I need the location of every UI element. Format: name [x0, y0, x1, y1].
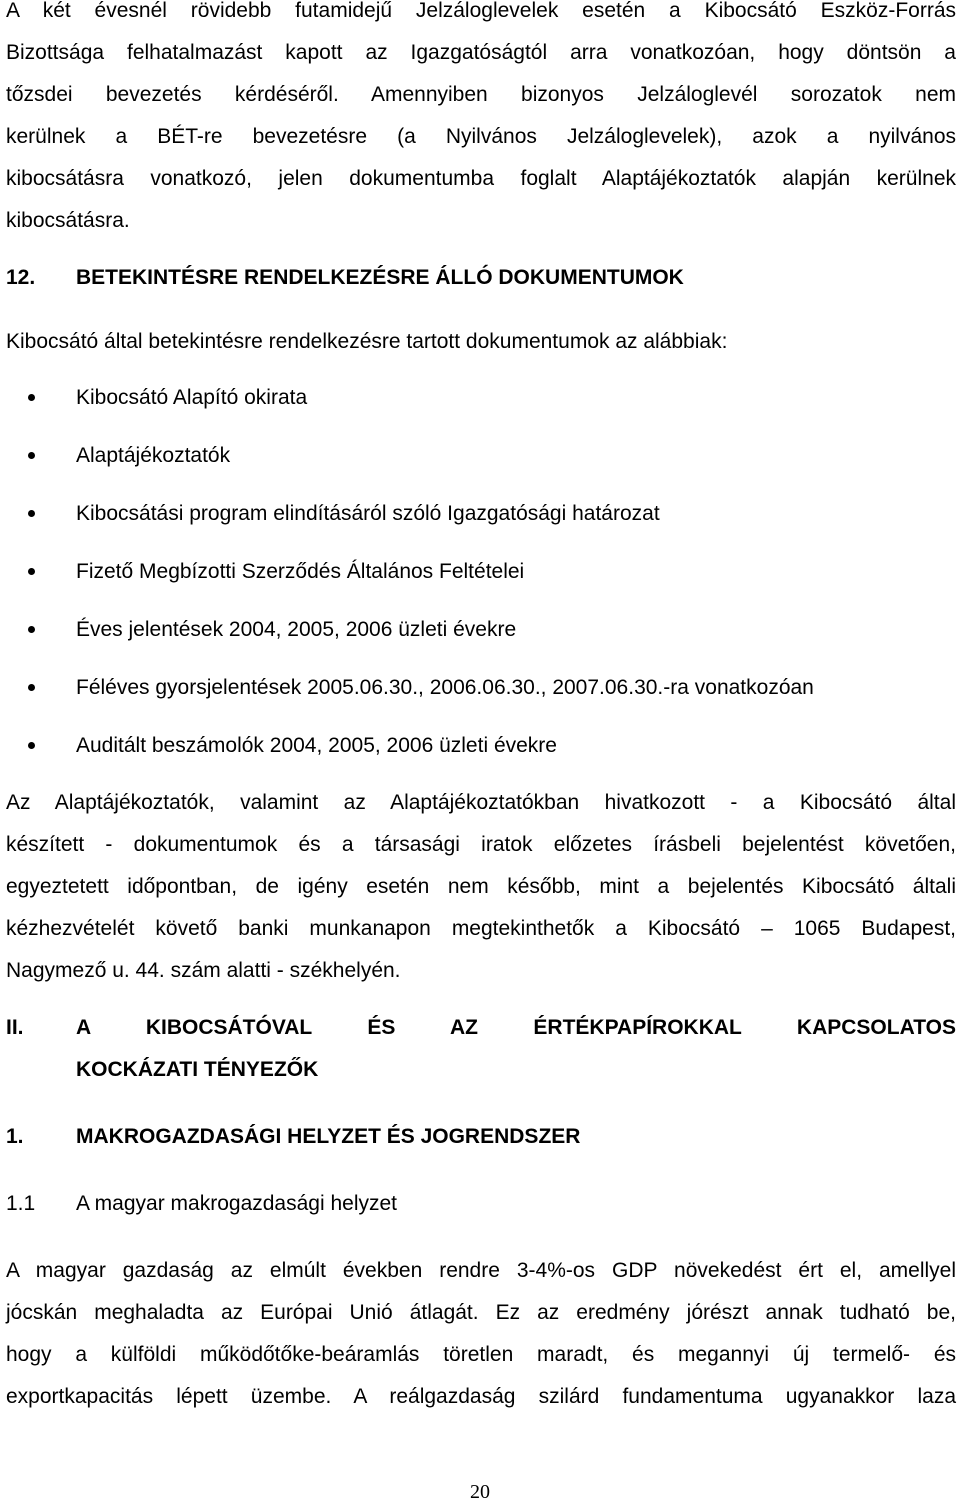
bullet-icon	[28, 626, 35, 633]
subsection-1-1-paragraph	[6, 1250, 956, 1418]
section-number: 12.	[6, 266, 36, 289]
bullet-icon	[28, 452, 35, 459]
paragraph-line: tőzsdei bevezetés kérdéséről. Amennyiben bizonyos Jelzáloglevél sorozatok nem	[6, 83, 956, 106]
page-number: 20	[470, 1481, 490, 1503]
section-number: 1.	[6, 1125, 24, 1148]
intro-paragraph	[6, 0, 956, 242]
section-1-heading	[6, 1117, 956, 1157]
list-item	[0, 663, 960, 721]
paragraph-line: A magyar gazdaság az elmúlt években rendre 3-4%-os GDP növekedést ért el, amellyel	[6, 1259, 956, 1282]
bullet-icon	[28, 684, 35, 691]
section-title: MAKROGAZDASÁGI HELYZET ÉS JOGRENDSZER	[76, 1125, 581, 1148]
chapter-title-line-2: KOCKÁZATI TÉNYEZŐK	[76, 1058, 319, 1081]
list-item-text: Kibocsátó Alapító okirata	[76, 386, 308, 409]
list-item	[0, 547, 960, 605]
paragraph-line: Nagymező u. 44. szám alatti - székhelyén.	[6, 959, 401, 982]
list-item	[0, 489, 960, 547]
subsection-title: A magyar makrogazdasági helyzet	[76, 1192, 397, 1215]
section-12-closing-paragraph	[6, 782, 956, 992]
list-item-text: Éves jelentések 2004, 2005, 2006 üzleti évekre	[76, 618, 517, 641]
documents-list	[0, 373, 960, 779]
paragraph-line: exportkapacitás lépett üzembe. A reálgazdaság szilárd fundamentuma ugyanakkor laza	[6, 1385, 956, 1408]
subsection-1-1-heading	[6, 1184, 956, 1224]
list-item-text: Kibocsátási program elindításáról szóló Igazgatósági határozat	[76, 502, 660, 525]
chapter-number: II.	[6, 1016, 24, 1039]
paragraph-line: egyeztetett időpontban, de igény esetén nem később, mint a bejelentés Kibocsátó általi	[6, 875, 956, 898]
paragraph-line: Bizottsága felhatalmazást kapott az Igazgatóságtól arra vonatkozóan, hogy döntsön a	[6, 41, 956, 64]
chapter-ii-heading	[6, 1008, 956, 1092]
list-item-text: Fizető Megbízotti Szerződés Általános Feltételei	[76, 560, 525, 583]
paragraph-line: kerülnek a BÉT-re bevezetésre (a Nyilvános Jelzáloglevelek), azok a nyilvános	[6, 125, 956, 148]
list-item	[0, 373, 960, 431]
paragraph-line: hogy a külföldi működőtőke-beáramlás töretlen maradt, és megannyi új termelő- és	[6, 1343, 956, 1366]
list-item	[0, 431, 960, 489]
paragraph-line: készített - dokumentumok és a társasági iratok előzetes írásbeli bejelentést követően,	[6, 833, 956, 856]
bullet-icon	[28, 568, 35, 575]
list-item-text: Féléves gyorsjelentések 2005.06.30., 2006.06.30., 2007.06.30.-ra vonatkozóan	[76, 676, 814, 699]
chapter-title-line-1: A KIBOCSÁTÓVAL ÉS AZ ÉRTÉKPAPÍROKKAL KAPCSOLATOS	[76, 1016, 956, 1039]
paragraph-line: kibocsátásra.	[6, 209, 130, 232]
bullet-icon	[28, 510, 35, 517]
list-item	[0, 605, 960, 663]
paragraph-line: kibocsátásra vonatkozó, jelen dokumentumba foglalt Alaptájékoztatók alapján kerülnek	[6, 167, 956, 190]
subsection-number: 1.1	[6, 1192, 36, 1215]
list-item	[0, 721, 960, 779]
section-12-heading	[6, 258, 956, 298]
bullet-icon	[28, 394, 35, 401]
section-title: BETEKINTÉSRE RENDELKEZÉSRE ÁLLÓ DOKUMENTUMOK	[76, 266, 684, 289]
bullet-icon	[28, 742, 35, 749]
paragraph-line: A két évesnél rövidebb futamidejű Jelzáloglevelek esetén a Kibocsátó Eszköz-Forrás	[6, 0, 956, 22]
paragraph-line: jócskán meghaladta az Európai Unió átlagát. Ez az eredmény jórészt annak tudható be,	[6, 1301, 956, 1324]
section-12-lead: Kibocsátó által betekintésre rendelkezésre tartott dokumentumok az alábbiak:	[6, 330, 728, 353]
paragraph-line: kézhezvételét követő banki munkanapon megtekinthetők a Kibocsátó – 1065 Budapest,	[6, 917, 956, 940]
paragraph-line: Az Alaptájékoztatók, valamint az Alaptájékoztatókban hivatkozott - a Kibocsátó által	[6, 791, 956, 814]
list-item-text: Alaptájékoztatók	[76, 444, 231, 467]
list-item-text: Auditált beszámolók 2004, 2005, 2006 üzleti évekre	[76, 734, 557, 757]
